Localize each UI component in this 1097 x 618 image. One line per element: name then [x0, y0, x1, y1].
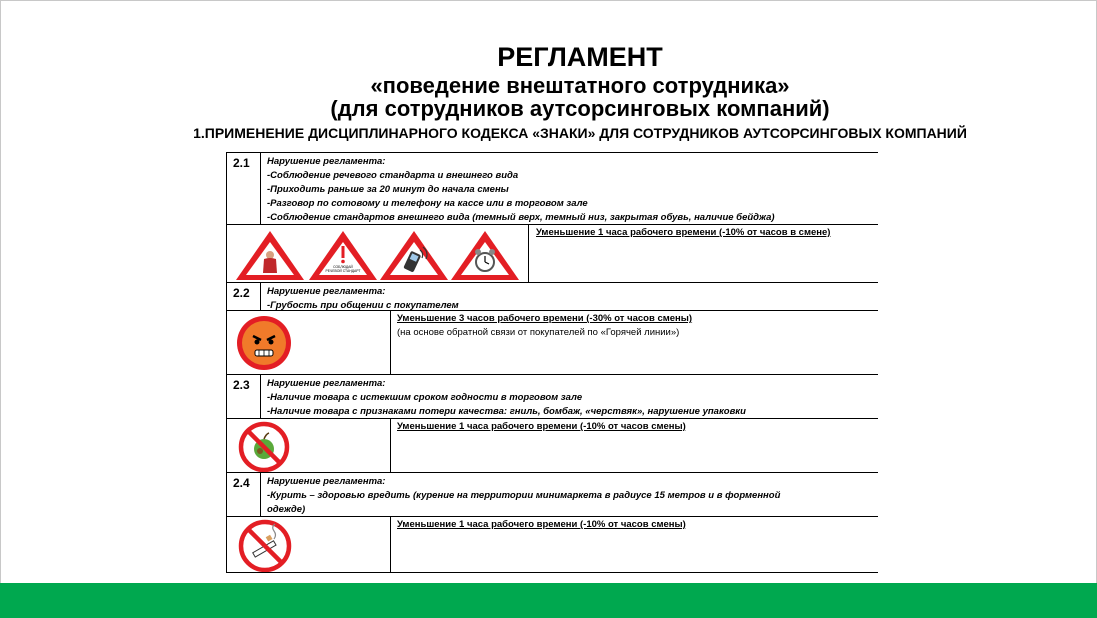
speech-standard-warning-icon — [307, 228, 379, 282]
svg-text:РЕЧЕВОЙ СТАНДАРТ: РЕЧЕВОЙ СТАНДАРТ — [325, 269, 361, 273]
table-row — [226, 282, 878, 311]
rule-text: Нарушение регламента: -Курить – здоровью вредить (курение на территории минимаркета в радиусе 15 метров и в форменной одежде) — [267, 476, 781, 515]
penalty-note: (на основе обратной связи от покупателей по «Горячей линии») — [397, 327, 680, 338]
footer-bar — [0, 583, 1097, 618]
person-warning-icon — [234, 228, 306, 282]
section-heading: 1.ПРИМЕНЕНИЕ ДИСЦИПЛИНАРНОГО КОДЕКСА «ЗНАКИ» ДЛЯ СОТРУДНИКОВ АУТСОРСИНГОВЫХ КОМПАНИЙ — [193, 125, 967, 141]
table-row — [226, 418, 878, 473]
rule-number: 2.1 — [233, 156, 250, 170]
page-subtitle-2: (для сотрудников аутсорсинговых компаний) — [330, 96, 830, 121]
page-subtitle: «поведение внештатного сотрудника» — [370, 73, 790, 98]
rule-number: 2.2 — [233, 286, 250, 300]
angry-face-icon — [234, 314, 294, 372]
rule-number: 2.3 — [233, 378, 250, 392]
rule-text: Нарушение регламента: -Наличие товара с истекшим сроком годности в торговом зале -Наличие товара с признаками потери качества: гниль, бомбаж, «черствяк», нарушение упаковки — [267, 378, 746, 417]
table-row — [226, 516, 878, 573]
table-row — [226, 310, 878, 375]
no-spoiled-apple-icon — [234, 421, 294, 473]
alarm-clock-warning-icon — [449, 228, 521, 282]
table-row — [226, 224, 878, 283]
rule-text: Нарушение регламента: -Соблюдение речевого стандарта и внешнего вида -Приходить раньше за 20 минут до начала смены -Разговор по сотовому и телефону на кассе или в торговом зале -Соблюдение стандартов внешнего вида (темный верх, темный низ, закрытая обувь, наличие бейджа) — [267, 156, 775, 223]
page-title: РЕГЛАМЕНТ — [497, 42, 663, 72]
table-row — [226, 374, 878, 419]
rule-number: 2.4 — [233, 476, 250, 490]
penalty-text: Уменьшение 3 часов рабочего времени (-30% от часов смены) — [397, 313, 693, 324]
svg-text:СОБЛЮДАЙ: СОБЛЮДАЙ — [333, 265, 353, 269]
penalty-text: Уменьшение 1 часа рабочего времени (-10% от часов в смене) — [536, 227, 831, 238]
table-bottom-border — [226, 572, 878, 573]
penalty-text: Уменьшение 1 часа рабочего времени (-10% от часов смены) — [397, 421, 686, 432]
no-smoking-icon — [234, 519, 296, 573]
penalty-text: Уменьшение 1 часа рабочего времени (-10% от часов смены) — [397, 519, 686, 530]
rule-text: Нарушение регламента: -Грубость при общении с покупателем — [267, 286, 459, 311]
table-row — [226, 152, 878, 225]
table-row — [226, 472, 878, 517]
phone-warning-icon — [378, 228, 450, 282]
